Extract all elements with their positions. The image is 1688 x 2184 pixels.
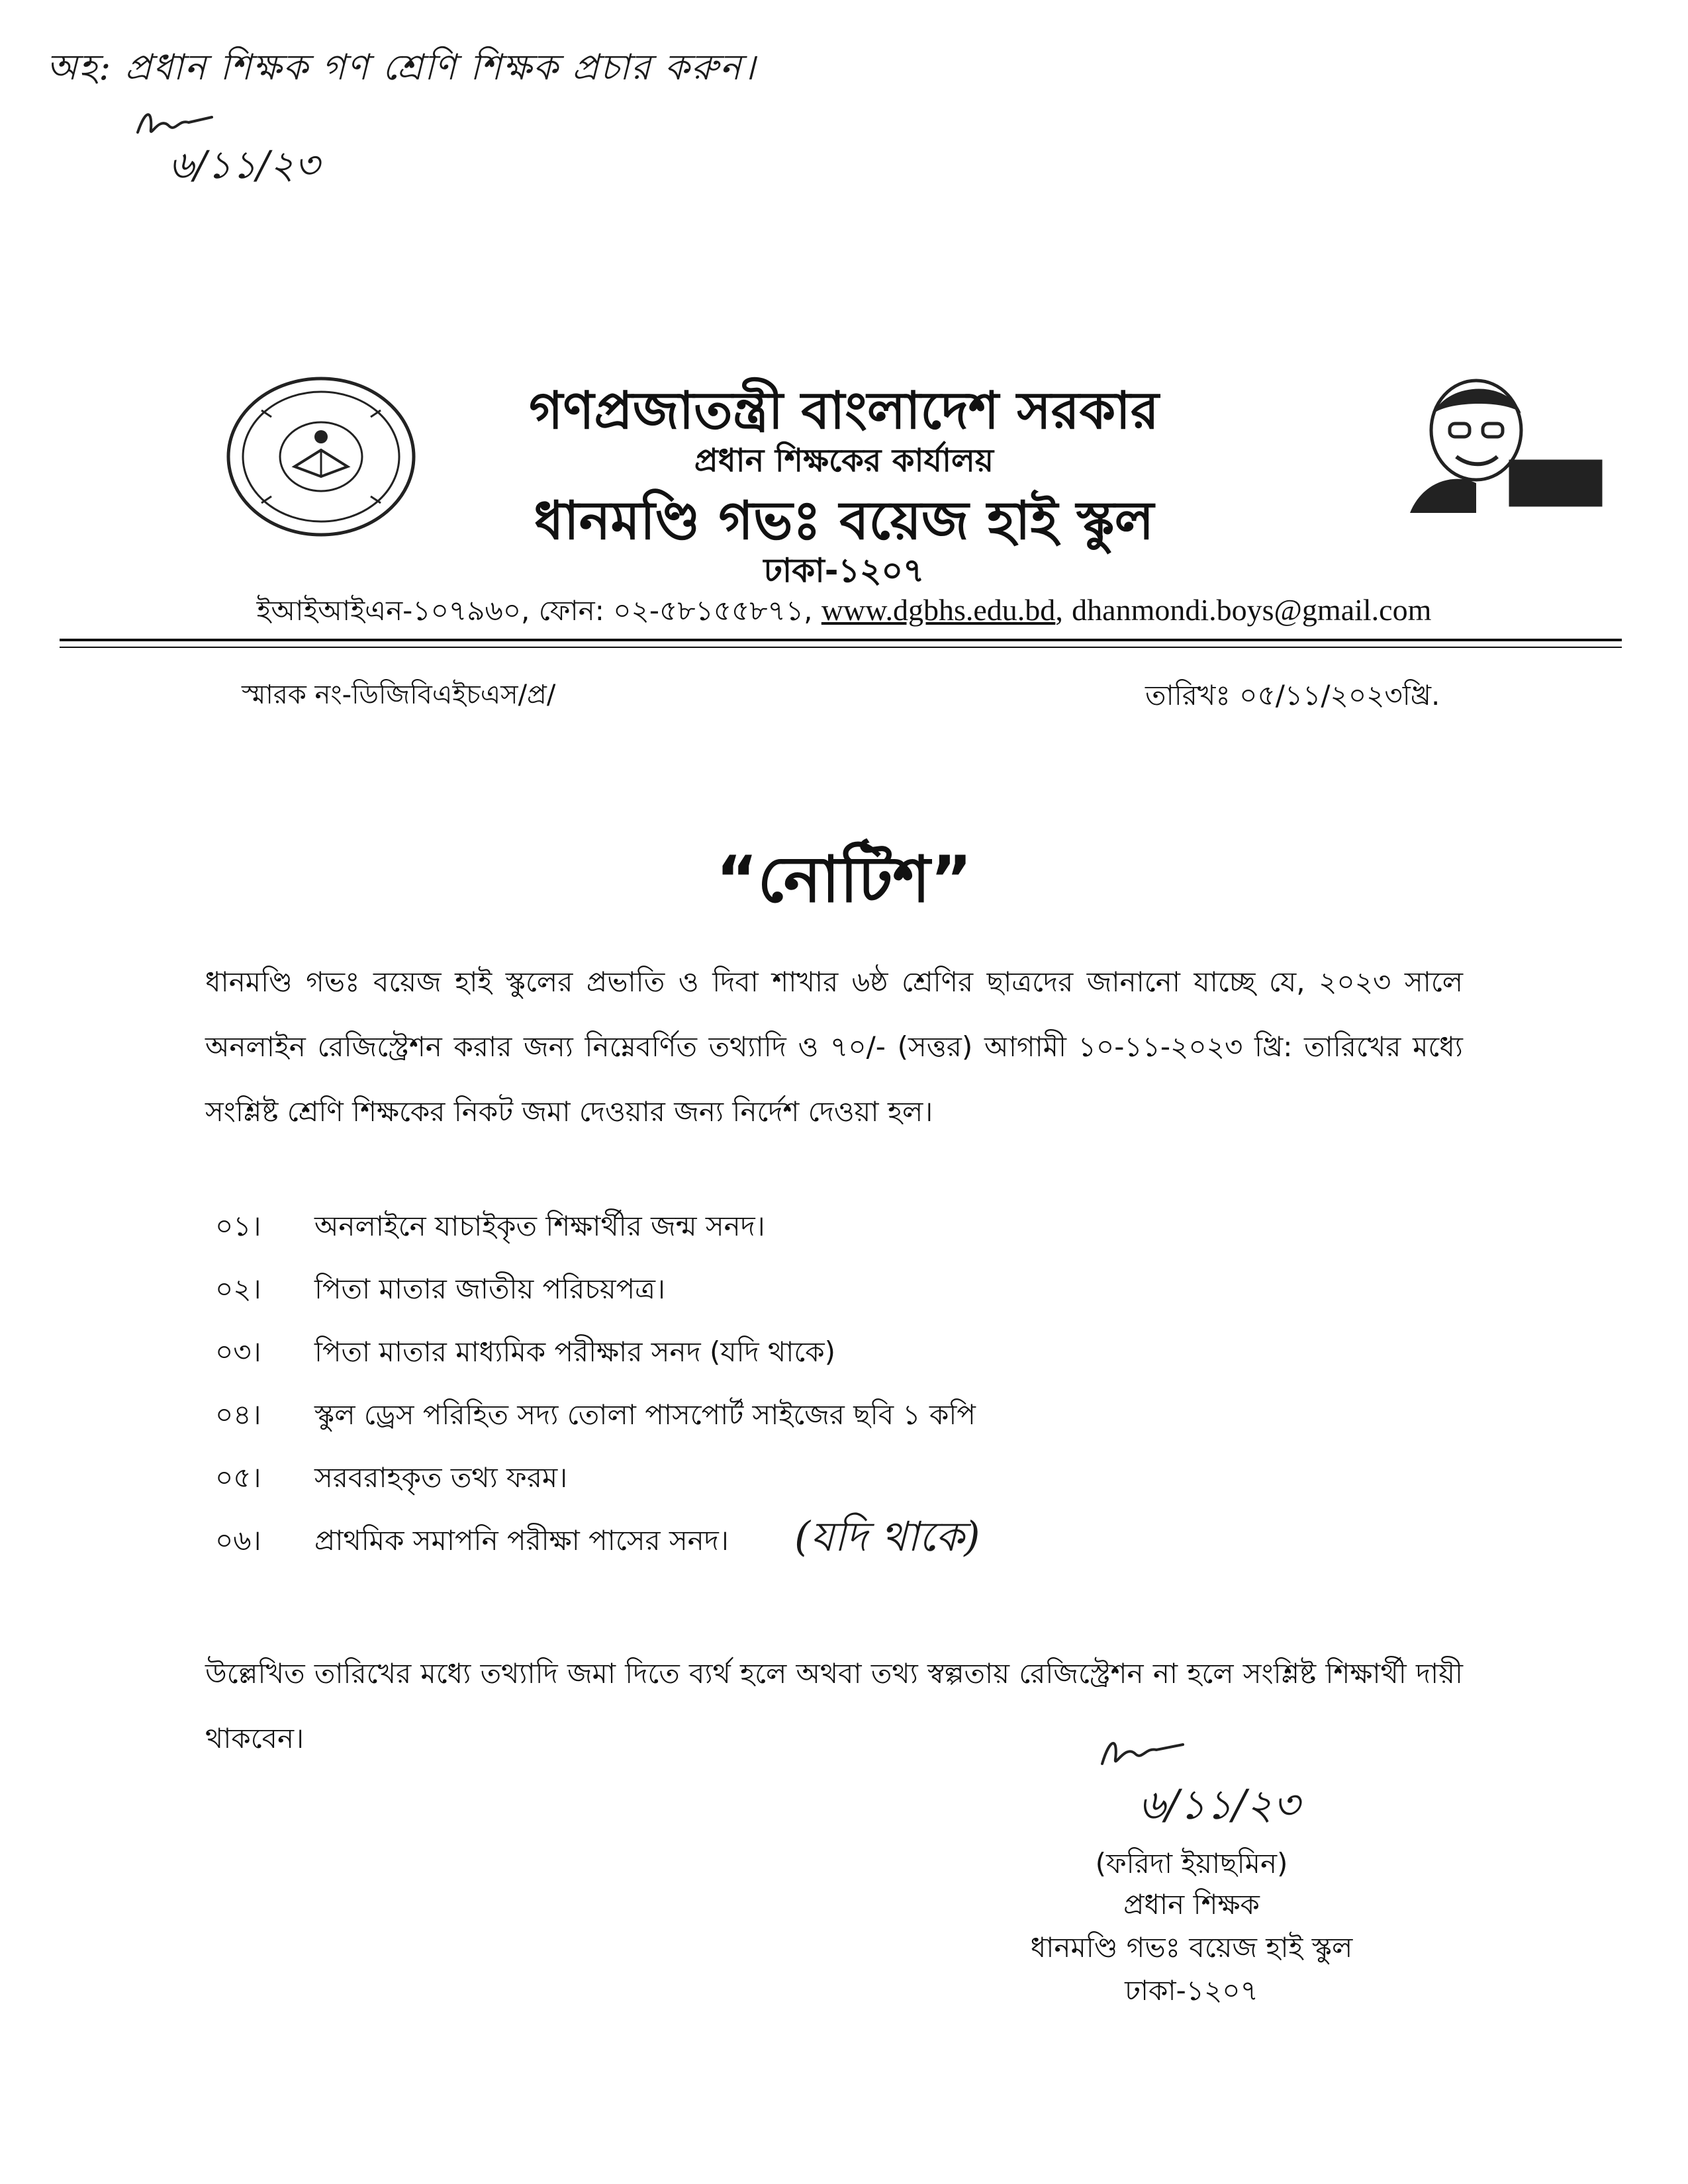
list-item	[215, 1330, 835, 1377]
government-name: গণপ্রজাতন্ত্রী বাংলাদেশ সরকার	[529, 381, 1159, 441]
signatory-name: (ফরিদা ইয়াছমিন)	[1095, 1847, 1288, 1880]
signatory-title: প্রধান শিক্ষক	[1123, 1888, 1260, 1921]
memo-reference: স্মারক নং-ডিজিবিএইচএস/প্র/	[242, 680, 556, 710]
list-item-number: ০৩।	[215, 1336, 261, 1368]
list-item	[215, 1205, 765, 1251]
header-rule-thin	[60, 647, 1622, 648]
handwritten-addition: (যদি থাকে)	[794, 1512, 980, 1561]
list-item	[215, 1456, 567, 1503]
signature-date: ৬/১১/২৩	[1139, 1780, 1300, 1829]
header-rule-thick	[60, 639, 1622, 641]
list-item-text: অনলাইনে যাচাইকৃত শিক্ষার্থীর জন্ম সনদ।	[314, 1210, 765, 1242]
signatory-school: ধানমণ্ডি গভঃ বয়েজ হাই স্কুল	[1030, 1931, 1353, 1964]
contact-line: ইআইআইএন-১০৭৯৬০, ফোন: ০২-৫৮১৫৫৮৭১, www.dgbhs.edu.bd, dhanmondi.boys@gmail.com	[256, 593, 1432, 627]
handwritten-note-date: ৬/১১/২৩	[169, 142, 320, 187]
office-name: প্রধান শিক্ষকের কার্যালয়	[694, 442, 994, 479]
email-address[interactable]: dhanmondi.boys@gmail.com	[1072, 593, 1432, 627]
list-item-number: ০৫।	[215, 1461, 261, 1494]
list-item-text: স্কুল ড্রেস পরিহিত সদ্য তোলা পাসপোর্ট সাইজের ছবি ১ কপি	[314, 1398, 976, 1431]
signatory-city: ঢাকা-১২০৭	[1125, 1974, 1258, 2007]
list-item	[215, 1393, 976, 1440]
school-city: ঢাকা-১২০৭	[763, 551, 925, 590]
memo-date: তারিখঃ ০৫/১১/২০২৩খ্রি.	[1145, 679, 1440, 711]
handwritten-instruction: অহ: প্রধান শিক্ষক গণ শ্রেণি শিক্ষক প্রচার করুন।	[46, 46, 757, 88]
contact-prefix: ইআইআইএন-১০৭৯৬০, ফোন: ০২-৫৮১৫৫৮৭১,	[256, 594, 813, 627]
list-item-number: ০৪।	[215, 1398, 261, 1431]
website-link[interactable]: www.dgbhs.edu.bd	[821, 593, 1056, 627]
notice-body: ধানমণ্ডি গভঃ বয়েজ হাই স্কুলের প্রভাতি ও দিবা শাখার ৬ষ্ঠ শ্রেণির ছাত্রদের জানানো যাচ্ছে যে, ২০২৩ সালে অনলাইন রেজিস্ট্রেশন করার জন্য নিম্নেবর্ণিত তথ্যাদি ও ৭০/- (সত্তর) আগামী ১০-১১-২০২৩ খ্রি: তারিখের মধ্যে সংশ্লিষ্ট শ্রেণি শিক্ষকের নিকট জমা দেওয়ার জন্য নির্দেশ দেওয়া হল।	[205, 966, 1463, 1128]
list-item	[215, 1267, 665, 1314]
list-item-text: পিতা মাতার জাতীয় পরিচয়পত্র।	[314, 1273, 666, 1305]
notice-closing: উল্লেখিত তারিখের মধ্যে তথ্যাদি জমা দিতে ব্যর্থ হলে অথবা তথ্য স্বল্পতায় রেজিস্ট্রেশন না হলে সংশ্লিষ্ট শিক্ষার্থী দায়ী থাকবেন।	[205, 1657, 1463, 1754]
list-item-text: সরবরাহকৃত তথ্য ফরম।	[314, 1461, 568, 1494]
list-item-number: ০১।	[215, 1210, 261, 1242]
list-item	[215, 1519, 729, 1566]
notice-title: “নোটিশ”	[716, 842, 972, 917]
school-name: ধানমণ্ডি গভঃ বয়েজ হাই স্কুল	[534, 490, 1154, 551]
list-item-number: ০২।	[215, 1273, 261, 1305]
list-item-number: ০৬।	[215, 1524, 261, 1557]
list-item-text: প্রাথমিক সমাপনি পরীক্ষা পাসের সনদ।	[314, 1524, 729, 1557]
signature-initials-icon	[1096, 1727, 1188, 1780]
list-item-text: পিতা মাতার মাধ্যমিক পরীক্ষার সনদ (যদি থাকে)	[314, 1336, 836, 1368]
